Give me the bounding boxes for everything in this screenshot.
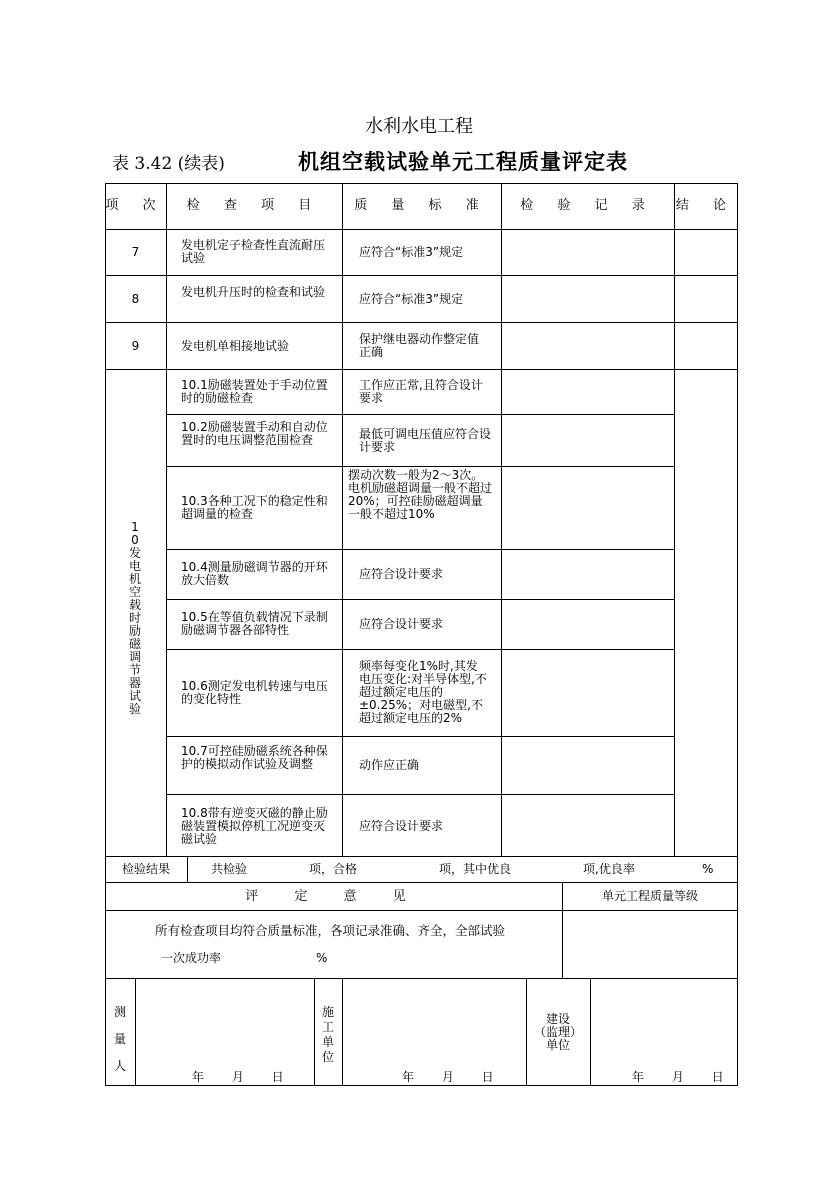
supervisor-label-2: （监理）	[533, 1025, 582, 1039]
result-pass: 项，合格	[309, 862, 358, 876]
row-9-item: 发电机单相接地试验	[181, 339, 290, 353]
opinion-label: 评 定 意 见	[245, 889, 422, 904]
surveyor-date: 年 月 日	[192, 1070, 296, 1084]
row-10-6-item: 10.6测定发电机转速与电压的变化特性	[181, 679, 328, 706]
row-10-8-standard: 应符合设计要求	[359, 819, 444, 833]
row-10-3-item: 10.3各种工况下的稳定性和超调量的检查	[181, 494, 328, 521]
row-10-4-item: 10.4测量励磁调节器的开环放大倍数	[181, 560, 328, 587]
row-10-5-item: 10.5在等值负载情况下录制励磁调节器各部特性	[181, 610, 328, 637]
col-header-conclusion: 结 论	[675, 198, 737, 213]
row-10-6-standard: 频率每变化1%时,其发电压变化:对半导体型,不超过额定电压的±0.25%；对电磁型,不超过额定电压的2%	[359, 659, 487, 725]
group-10-label: 10发电机空载时励磁调节器试验	[128, 520, 141, 716]
opinion-percent: %	[316, 951, 328, 965]
row-10-5-standard: 应符合设计要求	[359, 617, 444, 631]
result-total: 共检验	[211, 862, 248, 876]
row-10-2-item: 10.2励磁装置手动和自动位置时的电压调整范围检查	[181, 420, 328, 447]
row-7-standard: 应符合“标准3”规定	[359, 245, 464, 259]
row-10-7-standard: 动作应正确	[359, 758, 420, 772]
supervisor-label-1: 建设	[545, 1012, 570, 1026]
row-10-3-standard: 摆动次数一般为2～3次。电机励磁超调量一般不超过20%；可控硅励磁超调量一般不超过10%	[348, 468, 493, 521]
row-9-standard: 保护继电器动作整定值正确	[359, 332, 480, 359]
row-8-no: 8	[131, 292, 140, 306]
opinion-line-1: 所有检查项目均符合质量标准，各项记录准确、齐全，全部试验	[155, 923, 506, 938]
opinion-line-2: 一次成功率	[161, 951, 222, 965]
row-10-7-item: 10.7可控硅励磁系统各种保护的模拟动作试验及调整	[181, 744, 328, 771]
result-label: 检验结果	[121, 862, 170, 876]
evaluation-table	[105, 183, 738, 1086]
table-number: 表 3.42 (续表)	[112, 154, 225, 174]
col-header-standard: 质 量 标 准	[354, 198, 489, 213]
row-10-2-standard: 最低可调电压值应符合设计要求	[359, 427, 492, 454]
row-7-item: 发电机定子检查性直流耐压试验	[181, 238, 326, 265]
row-10-4-standard: 应符合设计要求	[359, 567, 444, 581]
result-percent: %	[702, 862, 714, 876]
row-8-item: 发电机升压时的检查和试验	[181, 285, 326, 299]
row-10-1-standard: 工作应正常,且符合设计要求	[359, 378, 483, 405]
contractor-label: 施工单位	[321, 1005, 334, 1064]
row-10-1-item: 10.1励磁装置处于手动位置时的励磁检查	[181, 378, 328, 405]
result-excellent: 项，其中优良	[439, 862, 512, 876]
contractor-date: 年 月 日	[402, 1070, 506, 1084]
page-title: 机组空载试验单元工程质量评定表	[298, 150, 628, 174]
surveyor-label: 测量人	[113, 1005, 126, 1073]
header-category: 水利水电工程	[365, 116, 473, 137]
supervisor-label-3: 单位	[545, 1038, 570, 1052]
col-header-record: 检 验 记 录	[520, 198, 655, 213]
grade-label: 单元工程质量等级	[601, 889, 698, 903]
row-8-standard: 应符合“标准3”规定	[359, 292, 464, 306]
row-10-8-item: 10.8带有逆变灭磁的静止励磁装置模拟停机工况逆变灭磁试验	[181, 806, 328, 846]
col-header-check-item: 检 查 项 目	[186, 198, 322, 213]
row-9-no: 9	[131, 339, 140, 353]
result-rate: 项,优良率	[583, 862, 635, 876]
supervisor-date: 年 月 日	[632, 1070, 736, 1084]
row-7-no: 7	[131, 245, 140, 259]
col-header-item-no: 项 次	[105, 198, 166, 213]
